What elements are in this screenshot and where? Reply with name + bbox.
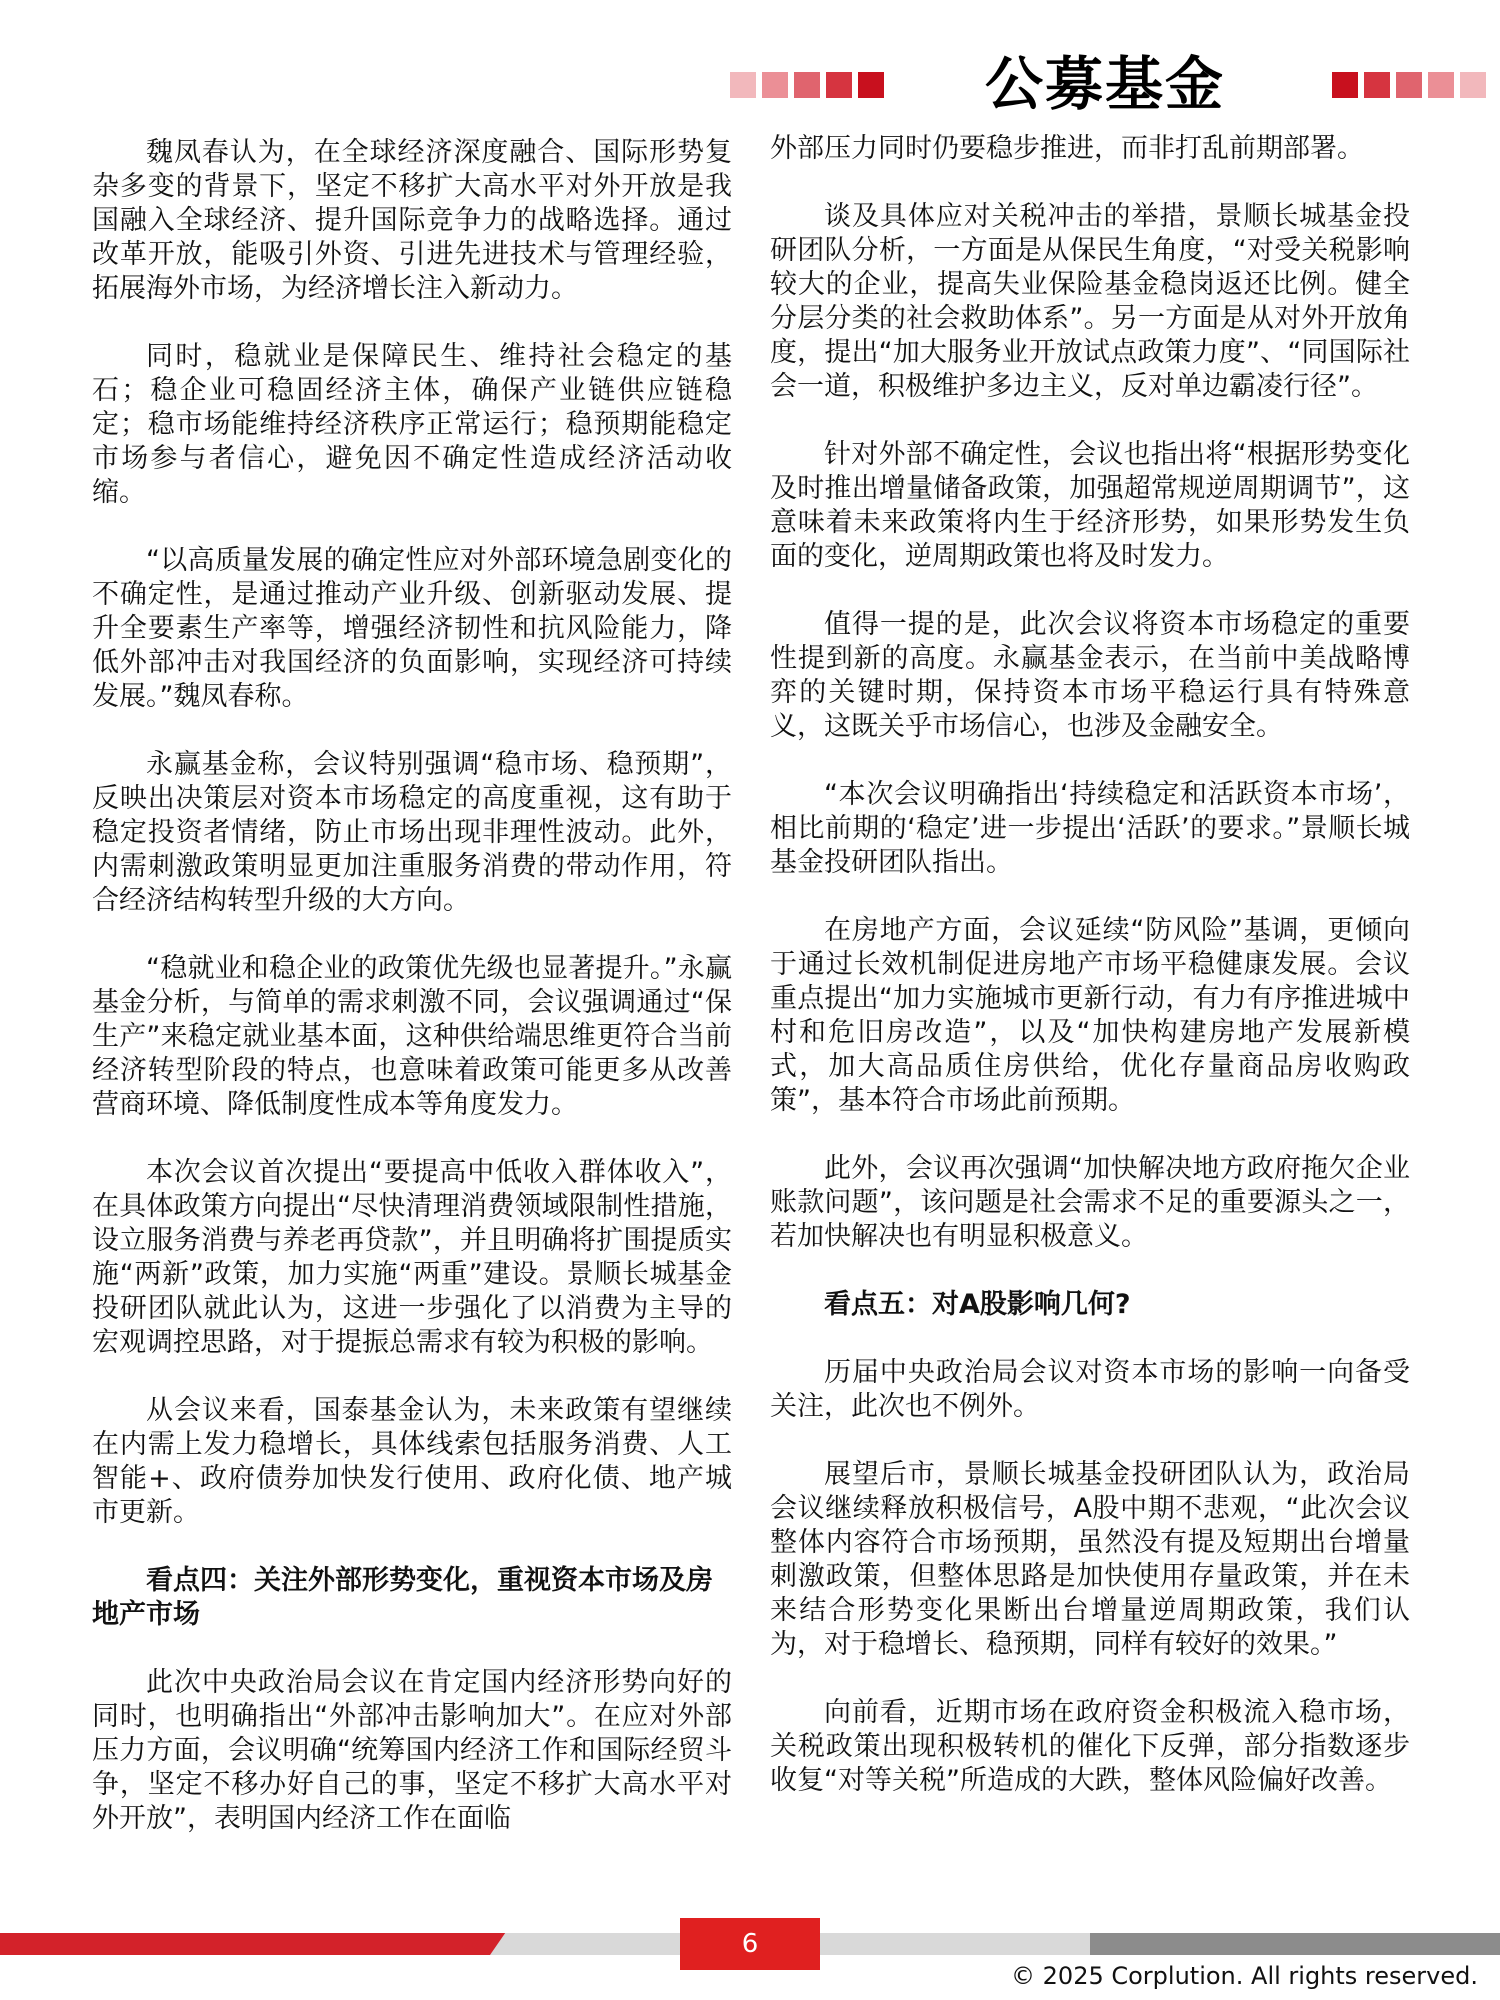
paragraph: “以高质量发展的确定性应对外部环境急剧变化的不确定性，是通过推动产业升级、创新驱动发展、提升全要素生产率等，增强经济韧性和抗风险能力，降低外部冲击对我国经济的负面影响，实现经济可持续发展。”魏凤春称。 [92,545,732,712]
square [1396,72,1422,98]
decorative-squares-right [1332,72,1486,98]
paragraph: 展望后市，景顺长城基金投研团队认为，政治局会议继续释放积极信号，A股中期不悲观，“此次会议整体内容符合市场预期，虽然没有提及短期出台增量刺激政策，但整体思路是加快使用存量政策，并在未来结合形势变化果断出台增量逆周期政策，我们认为，对于稳增长、稳预期，同样有较好的效果。” [770,1459,1410,1660]
paragraph: “本次会议明确指出‘持续稳定和活跃资本市场’，相比前期的‘稳定’进一步提出‘活跃’的要求。”景顺长城基金投研团队指出。 [770,779,1410,878]
square [826,72,852,98]
footer-bar-dark-gray [1090,1933,1500,1955]
square [762,72,788,98]
paragraph: 值得一提的是，此次会议将资本市场稳定的重要性提到新的高度。永赢基金表示，在当前中美战略博弈的关键时期，保持资本市场平稳运行具有特殊意义，这既关乎市场信心，也涉及金融安全。 [770,609,1410,742]
paragraph: 同时，稳就业是保障民生、维持社会稳定的基石；稳企业可稳固经济主体，确保产业链供应链稳定；稳市场能维持经济秩序正常运行；稳预期能稳定市场参与者信心，避免因不确定性造成经济活动收缩。 [92,341,732,508]
page-number: 6 [680,1918,820,1970]
paragraph: 历届中央政治局会议对资本市场的影响一向备受关注，此次也不例外。 [770,1357,1410,1422]
paragraph: 向前看，近期市场在政府资金积极流入稳市场，关税政策出现积极转机的催化下反弹，部分指数逐步收复“对等关税”所造成的大跌，整体风险偏好改善。 [770,1697,1410,1796]
square [1332,72,1358,98]
decorative-squares-left [730,72,884,98]
paragraph: 永赢基金称，会议特别强调“稳市场、稳预期”，反映出决策层对资本市场稳定的高度重视，这有助于稳定投资者情绪，防止市场出现非理性波动。此外，内需刺激政策明显更加注重服务消费的带动作用，符合经济结构转型升级的大方向。 [92,749,732,916]
paragraph: 从会议来看，国泰基金认为，未来政策有望继续在内需上发力稳增长，具体线索包括服务消费、人工智能+、政府债券加快发行使用、政府化债、地产城市更新。 [92,1395,732,1528]
paragraph-continued: 外部压力同时仍要稳步推进，而非打乱前期部署。 [770,133,1364,164]
paragraph: 谈及具体应对关税冲击的举措，景顺长城基金投研团队分析，一方面是从保民生角度，“对受关税影响较大的企业，提高失业保险基金稳岗返还比例。健全分层分类的社会救助体系”。另一方面是从对外开放角度，提出“加大服务业开放试点政策力度”、“同国际社会一道，积极维护多边主义，反对单边霸凌行径”。 [770,201,1410,402]
square [1428,72,1454,98]
footer-bar-light-gray [820,1933,1090,1955]
square [730,72,756,98]
section-heading: 看点五：对A股影响几何? [824,1289,1131,1320]
paragraph: 魏凤春认为，在全球经济深度融合、国际形势复杂多变的背景下，坚定不移扩大高水平对外开放是我国融入全球经济、提升国际竞争力的战略选择。通过改革开放，能吸引外资、引进先进技术与管理经验，拓展海外市场，为经济增长注入新动力。 [92,137,732,304]
copyright-notice: © 2025 Corplution. All rights reserved. [1011,1962,1478,1990]
footer-bar-gray [490,1933,680,1955]
square [1460,72,1486,98]
square [858,72,884,98]
paragraph: 在房地产方面，会议延续“防风险”基调，更倾向于通过长效机制促进房地产市场平稳健康发展。会议重点提出“加力实施城市更新行动，有力有序推进城中村和危旧房改造”，以及“加快构建房地产发展新模式，加大高品质住房供给，优化存量商品房收购政策”，基本符合市场此前预期。 [770,915,1410,1116]
paragraph: 本次会议首次提出“要提高中低收入群体收入”，在具体政策方向提出“尽快清理消费领域限制性措施，设立服务消费与养老再贷款”，并且明确将扩围提质实施“两新”政策，加力实施“两重”建设。景顺长城基金投研团队就此认为，这进一步强化了以消费为主导的宏观调控思路，对于提振总需求有较为积极的影响。 [92,1157,732,1358]
square [794,72,820,98]
right-column [770,132,1410,1832]
paragraph: “稳就业和稳企业的政策优先级也显著提升。”永赢基金分析，与简单的需求刺激不同，会议强调通过“保生产”来稳定就业基本面，这种供给端思维更符合当前经济转型阶段的特点，也意味着政策可能更多从改善营商环境、降低制度性成本等角度发力。 [92,953,732,1120]
section-title: 公募基金 [985,50,1226,118]
left-column [92,136,732,1870]
square [1364,72,1390,98]
paragraph: 此外，会议再次强调“加快解决地方政府拖欠企业账款问题”，该问题是社会需求不足的重要源头之一，若加快解决也有明显积极意义。 [770,1153,1410,1252]
paragraph: 此次中央政治局会议在肯定国内经济形势向好的同时，也明确指出“外部冲击影响加大”。在应对外部压力方面，会议明确“统筹国内经济工作和国际经贸斗争，坚定不移办好自己的事，坚定不移扩大高水平对外开放”，表明国内经济工作在面临 [92,1667,732,1834]
page-header [0,0,1500,130]
paragraph: 针对外部不确定性，会议也指出将“根据形势变化及时推出增量储备政策，加强超常规逆周期调节”，这意味着未来政策将内生于经济形势，如果形势发生负面的变化，逆周期政策也将及时发力。 [770,439,1410,572]
footer-bar-red [0,1933,510,1955]
section-heading: 看点四：关注外部形势变化，重视资本市场及房地产市场 [92,1565,713,1630]
